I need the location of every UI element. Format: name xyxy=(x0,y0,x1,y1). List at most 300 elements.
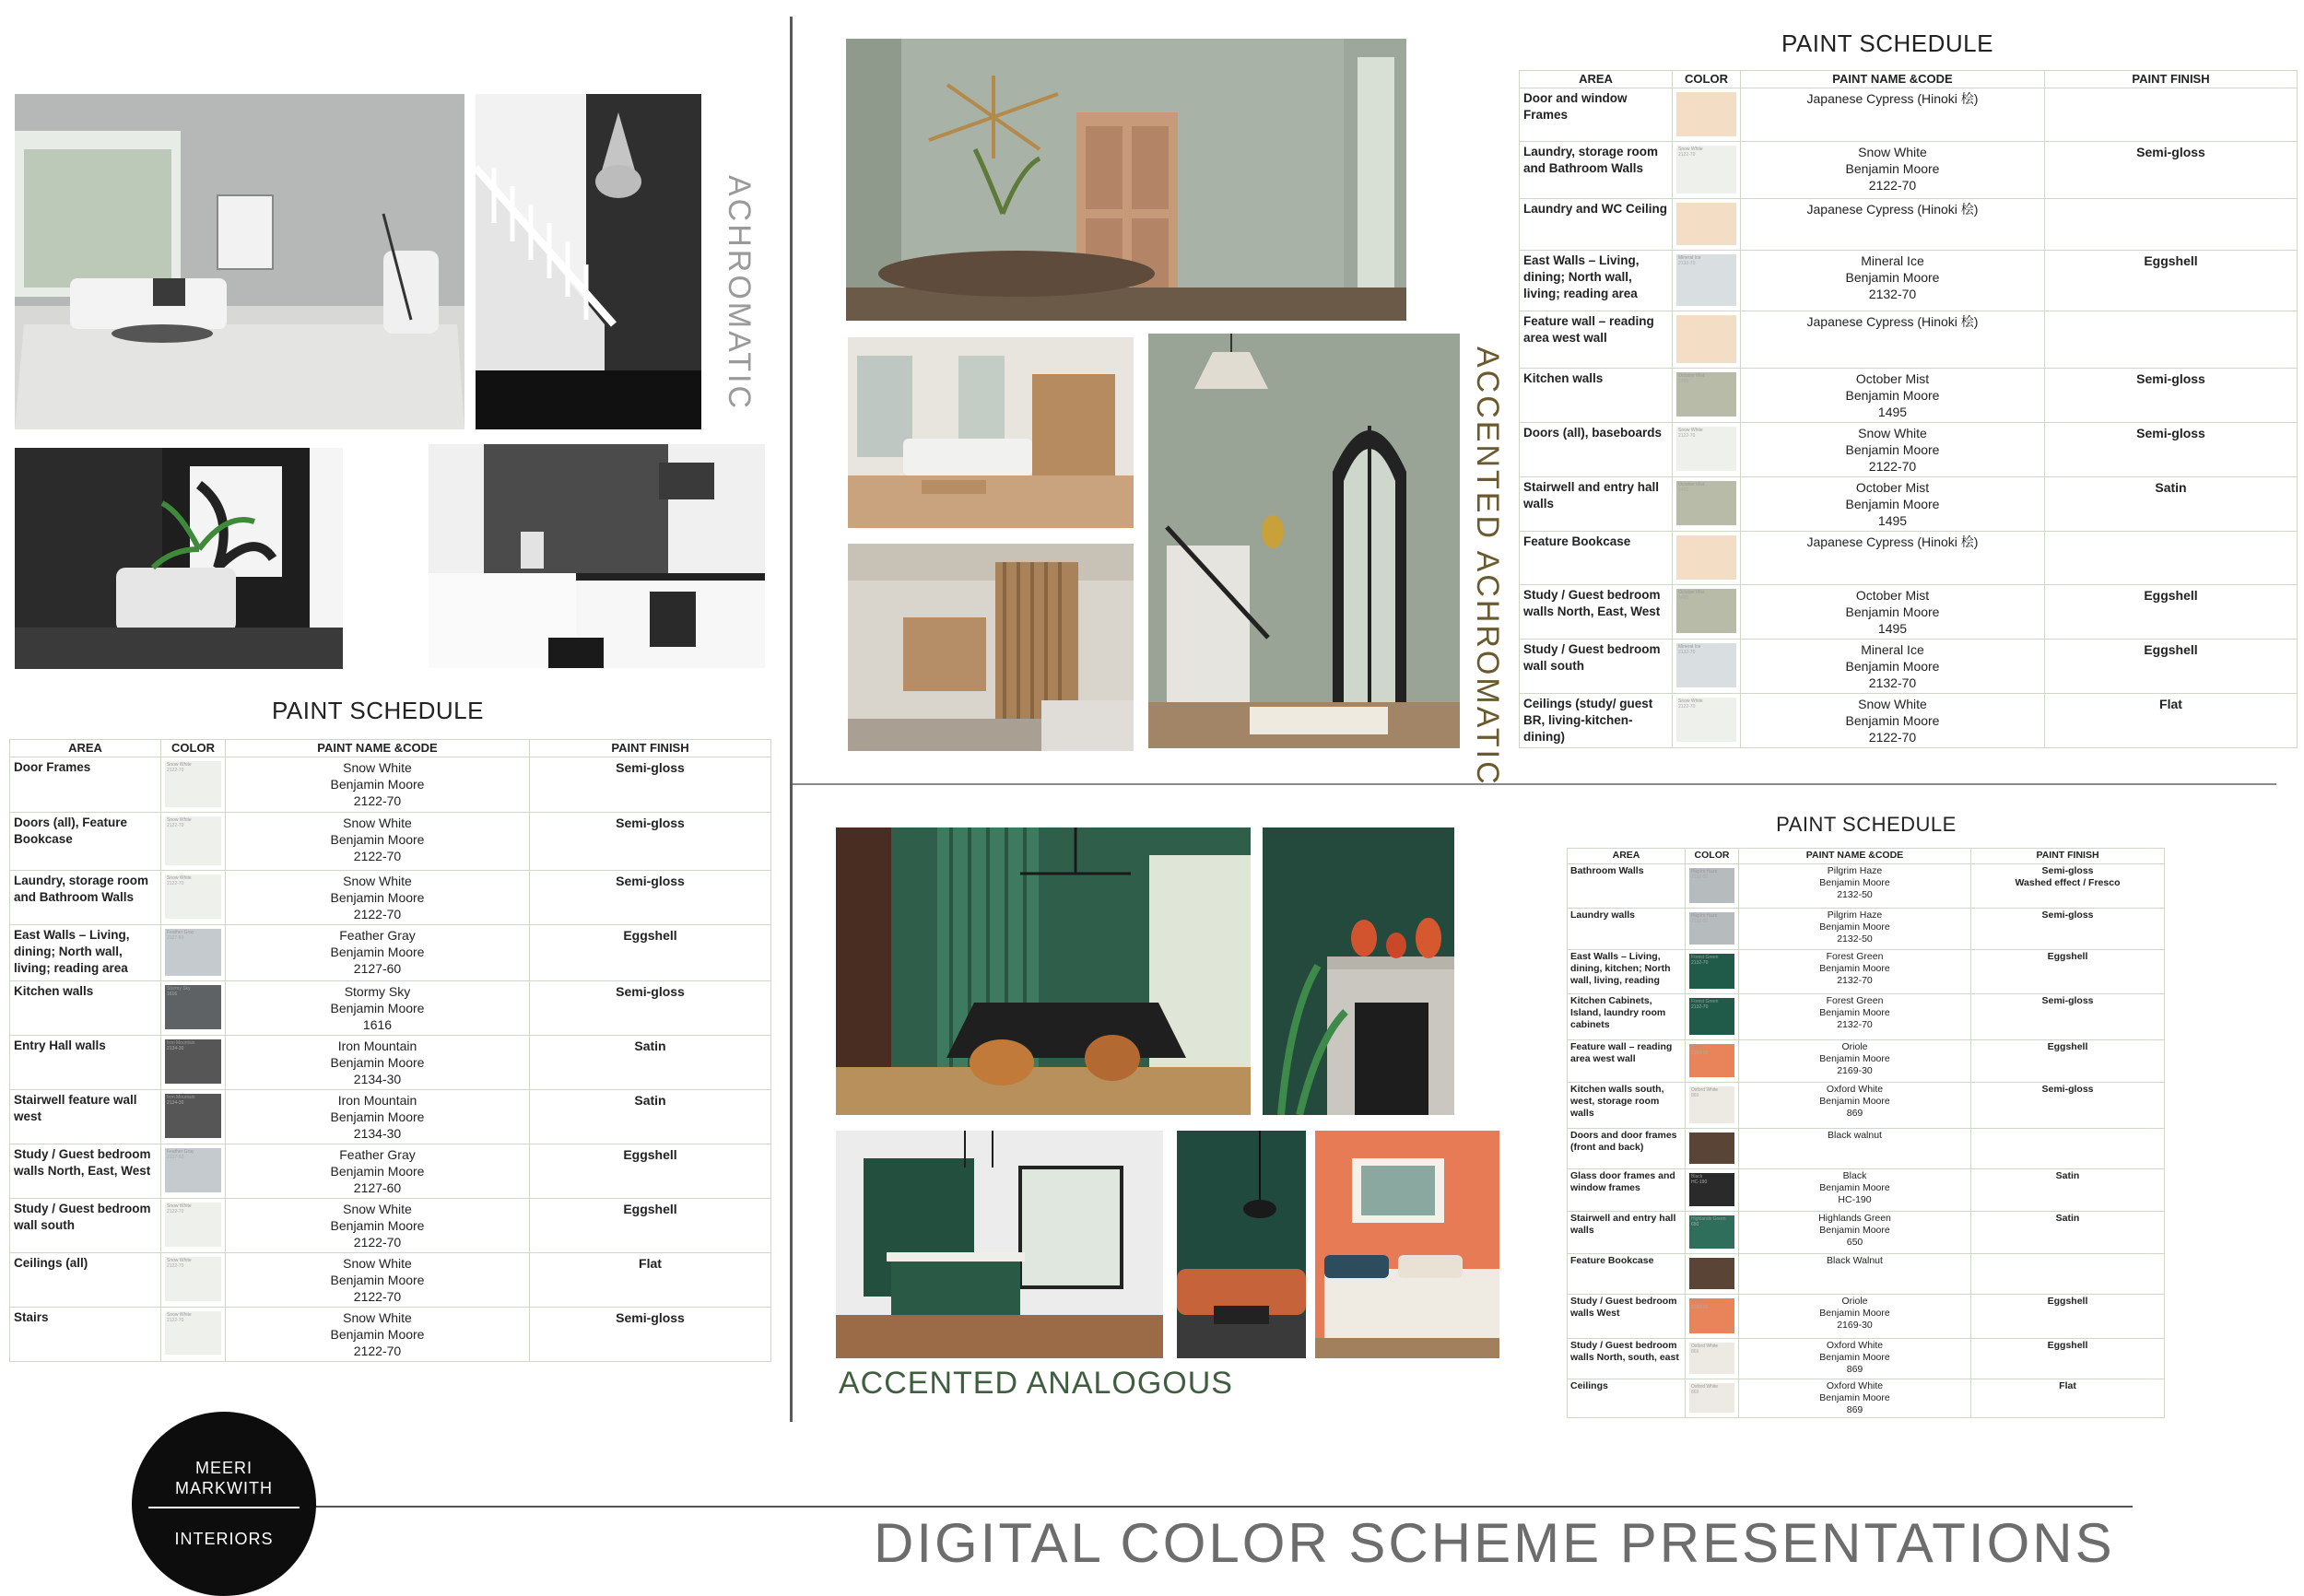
header-color: COLOR xyxy=(1673,71,1741,88)
swatch-label: Oxford White xyxy=(1691,1344,1719,1349)
swatch-label: Oxford White xyxy=(1691,1087,1719,1093)
table-row xyxy=(1520,199,2298,251)
color-cell xyxy=(1686,1083,1739,1129)
paint-name-cell xyxy=(1741,477,2045,532)
table-header-row xyxy=(10,740,771,757)
color-swatch xyxy=(165,1311,221,1355)
swatch-label: Oriole xyxy=(1691,1299,1704,1305)
paint-name-cell xyxy=(226,1308,530,1362)
horizontal-divider xyxy=(793,783,2276,785)
paint-name-cell xyxy=(1739,1212,1971,1254)
area-cell: Kitchen walls south, west, storage room walls xyxy=(1568,1083,1686,1129)
area-cell: Kitchen walls xyxy=(10,981,161,1036)
swatch-label: Snow White xyxy=(167,817,192,823)
swatch-label: Snow White xyxy=(1678,147,1703,152)
paint-name-line: Benjamin Moore xyxy=(1819,1182,1890,1193)
paint-name-line: 2169-30 xyxy=(1837,1065,1873,1076)
paint-name-line: Snow White xyxy=(1858,145,1927,159)
paint-name-line: Feather Gray xyxy=(339,928,416,943)
swatch-code: HC-190 xyxy=(1691,1179,1708,1185)
paint-name-line: 2134-30 xyxy=(353,1126,402,1141)
table-row xyxy=(1520,532,2298,585)
color-swatch xyxy=(1689,1383,1734,1413)
paint-name-line: Japanese Cypress (Hinoki 桧) xyxy=(1806,91,1979,106)
color-swatch xyxy=(165,1148,221,1192)
paint-name-cell xyxy=(1741,640,2045,694)
paint-finish-cell: Eggshell xyxy=(530,925,771,981)
color-cell xyxy=(1673,199,1741,251)
paint-name-line: Snow White xyxy=(343,1202,412,1216)
paint-name-line: 1616 xyxy=(362,1017,393,1032)
swatch-code: 2122-70 xyxy=(167,823,184,828)
paint-finish-cell: Semi-gloss xyxy=(1971,1083,2165,1129)
paint-name-line: Benjamin Moore xyxy=(1845,659,1940,674)
paint-name-line: Benjamin Moore xyxy=(1819,1096,1890,1107)
color-swatch xyxy=(165,1203,221,1247)
paint-name-line: 2132-50 xyxy=(1837,933,1873,945)
paint-name-line: Benjamin Moore xyxy=(1819,1007,1890,1018)
paint-name-line: Benjamin Moore xyxy=(330,1164,425,1179)
table-row xyxy=(1520,88,2298,142)
paint-finish-cell: Satin xyxy=(1971,1169,2165,1212)
color-cell xyxy=(1673,311,1741,369)
swatch-label: Mineral Ice xyxy=(1678,644,1701,650)
paint-finish-cell: Semi-gloss xyxy=(2045,423,2298,477)
paint-finish-cell: Satin xyxy=(2045,477,2298,532)
color-swatch xyxy=(1676,427,1736,471)
color-cell xyxy=(1686,864,1739,909)
paint-name-line: 2122-70 xyxy=(353,1235,402,1250)
paint-finish-cell xyxy=(2045,88,2298,142)
swatch-code: 2122-70 xyxy=(1678,152,1696,158)
paint-name-cell xyxy=(226,813,530,871)
color-swatch xyxy=(1676,589,1736,633)
color-swatch xyxy=(1689,912,1734,945)
color-cell xyxy=(1686,1040,1739,1083)
color-cell xyxy=(1673,694,1741,748)
paint-finish-cell: Eggshell xyxy=(1971,1295,2165,1339)
paint-finish-cell: Semi-gloss xyxy=(1971,909,2165,950)
swatch-code: 2132-50 xyxy=(1691,919,1709,924)
swatch-code: 869 xyxy=(1691,1093,1699,1098)
swatch-code: 2132-70 xyxy=(1678,650,1696,655)
paint-name-line: 2122-70 xyxy=(1868,730,1917,745)
area-cell: Ceilings xyxy=(1568,1379,1686,1418)
paint-name-line: Snow White xyxy=(343,760,412,775)
paint-name-line: Black walnut xyxy=(1828,1130,1882,1141)
coral-bedroom-photo xyxy=(1315,1131,1499,1358)
paint-finish-cell: Semi-gloss xyxy=(1971,994,2165,1040)
area-cell: Entry Hall walls xyxy=(10,1036,161,1090)
paint-name-line: Pilgrim Haze xyxy=(1827,865,1883,876)
paint-name-line: Benjamin Moore xyxy=(1819,877,1890,888)
paint-name-line: Benjamin Moore xyxy=(330,1327,425,1342)
color-cell xyxy=(1686,1254,1739,1295)
color-swatch xyxy=(1689,954,1734,989)
swatch-code: 2122-70 xyxy=(1678,433,1696,439)
swatch-label: Mineral Ice xyxy=(1678,255,1701,261)
paint-name-line: 869 xyxy=(1846,1404,1863,1415)
swatch-code: 2132-70 xyxy=(1691,1004,1709,1010)
paint-name-line: 2132-70 xyxy=(1868,675,1917,690)
area-cell: East Walls – Living, dining; North wall, living; reading area xyxy=(1520,251,1673,311)
footer-rule xyxy=(313,1506,2133,1508)
paint-name-line: Snow White xyxy=(343,874,412,888)
paint-name-line: 2134-30 xyxy=(353,1072,402,1086)
swatch-label: Snow White xyxy=(167,762,192,768)
color-cell xyxy=(161,1144,226,1199)
area-cell: Study / Guest bedroom walls North, East, West xyxy=(10,1144,161,1199)
swatch-code: 1495 xyxy=(1678,379,1689,384)
color-cell xyxy=(161,1199,226,1253)
accented-analogous-schedule-title: PAINT SCHEDULE xyxy=(1776,813,1957,836)
area-cell: Door and window Frames xyxy=(1520,88,1673,142)
area-cell: Feature Bookcase xyxy=(1568,1254,1686,1295)
paint-name-line: Benjamin Moore xyxy=(330,1273,425,1287)
paint-name-line: HC-190 xyxy=(1838,1194,1872,1205)
paint-name-cell xyxy=(1741,142,2045,199)
paint-name-line: 1495 xyxy=(1877,405,1908,419)
paint-finish-cell xyxy=(2045,311,2298,369)
area-cell: Feature Bookcase xyxy=(1520,532,1673,585)
color-swatch xyxy=(1676,254,1736,306)
paint-name-line: Benjamin Moore xyxy=(330,832,425,847)
header-color: COLOR xyxy=(1686,849,1739,864)
swatch-label: Snow White xyxy=(167,875,192,881)
table-row xyxy=(10,1036,771,1090)
color-swatch xyxy=(1689,1086,1734,1123)
paint-name-line: Benjamin Moore xyxy=(1819,921,1890,933)
paint-name-line: Japanese Cypress (Hinoki 桧) xyxy=(1806,534,1979,549)
paint-finish-cell: Flat xyxy=(530,1253,771,1308)
paint-name-cell xyxy=(1741,369,2045,423)
paint-name-line: Snow White xyxy=(343,1256,412,1271)
paint-name-line: Benjamin Moore xyxy=(1819,963,1890,974)
color-cell xyxy=(1686,1129,1739,1169)
color-cell xyxy=(1686,994,1739,1040)
area-cell: Glass door frames and window frames xyxy=(1568,1169,1686,1212)
color-cell xyxy=(1673,585,1741,640)
area-cell: Stairs xyxy=(10,1308,161,1362)
table-row xyxy=(1568,1083,2165,1129)
area-cell: Study / Guest bedroom wall south xyxy=(10,1199,161,1253)
paint-name-cell xyxy=(1739,864,1971,909)
paint-name-line: Benjamin Moore xyxy=(330,945,425,959)
paint-name-line: Feather Gray xyxy=(339,1147,416,1162)
paint-name-line: Benjamin Moore xyxy=(1819,1308,1890,1319)
swatch-code: 2122-70 xyxy=(167,768,184,773)
paint-finish-cell xyxy=(2045,532,2298,585)
color-cell xyxy=(161,1090,226,1144)
color-swatch xyxy=(1676,481,1736,525)
paint-name-line: Benjamin Moore xyxy=(330,1109,425,1124)
color-swatch xyxy=(1689,1215,1734,1249)
area-cell: Stairwell and entry hall walls xyxy=(1520,477,1673,532)
paint-name-cell xyxy=(1741,585,2045,640)
color-swatch xyxy=(1676,372,1736,417)
paint-name-line: 1495 xyxy=(1877,513,1908,528)
paint-name-cell xyxy=(1741,199,2045,251)
paint-name-line: October Mist xyxy=(1855,480,1930,495)
swatch-code: 2169-30 xyxy=(1691,1305,1709,1310)
area-cell: Study / Guest bedroom walls North, East, West xyxy=(1520,585,1673,640)
area-cell: Stairwell and entry hall walls xyxy=(1568,1212,1686,1254)
paint-name-cell xyxy=(1741,532,2045,585)
color-swatch xyxy=(165,929,221,976)
paint-name-cell xyxy=(1741,88,2045,142)
swatch-code: 2127-60 xyxy=(167,1155,184,1160)
paint-name-line: 2169-30 xyxy=(1837,1320,1873,1331)
table-row xyxy=(1568,909,2165,950)
paint-name-cell xyxy=(226,871,530,925)
header-paint-name: PAINT NAME &CODE xyxy=(226,740,530,757)
gray-kitchen-photo xyxy=(429,444,765,668)
area-cell: Ceilings (study/ guest BR, living-kitchen-dining) xyxy=(1520,694,1673,748)
paint-name-line: Benjamin Moore xyxy=(1819,1352,1890,1363)
color-swatch xyxy=(1689,868,1734,903)
color-swatch xyxy=(1676,203,1736,245)
color-swatch xyxy=(1689,1044,1734,1077)
studio-logo xyxy=(132,1412,316,1596)
swatch-code: 2122-70 xyxy=(1678,704,1696,710)
swatch-code: 2134-30 xyxy=(167,1046,184,1051)
area-cell: Doors (all), Feature Bookcase xyxy=(10,813,161,871)
paint-name-line: 2122-70 xyxy=(353,1289,402,1304)
paint-name-cell xyxy=(1739,950,1971,994)
paint-name-line: 2132-50 xyxy=(1837,889,1873,900)
color-cell xyxy=(1673,477,1741,532)
table-row xyxy=(1520,477,2298,532)
paint-name-line: October Mist xyxy=(1855,371,1930,386)
table-row xyxy=(1520,423,2298,477)
table-header-row xyxy=(1568,849,2165,864)
paint-name-line: Benjamin Moore xyxy=(330,1001,425,1015)
swatch-label: Snow White xyxy=(167,1312,192,1318)
color-cell xyxy=(1686,950,1739,994)
swatch-code: 1495 xyxy=(1678,595,1689,601)
logo-line-2: MARKWITH xyxy=(175,1479,273,1497)
paint-name-line: Benjamin Moore xyxy=(1845,161,1940,176)
color-swatch xyxy=(165,761,221,807)
table-row xyxy=(10,1253,771,1308)
paint-name-cell xyxy=(226,1144,530,1199)
color-cell xyxy=(1673,251,1741,311)
color-cell xyxy=(1686,1339,1739,1379)
color-cell xyxy=(1673,369,1741,423)
accented-achromatic-schedule-title: PAINT SCHEDULE xyxy=(1781,29,1993,57)
paint-name-cell xyxy=(1739,909,1971,950)
swatch-label: Stormy Sky xyxy=(167,986,191,992)
paint-name-line: 650 xyxy=(1846,1237,1863,1248)
area-cell: Bathroom Walls xyxy=(1568,864,1686,909)
swatch-label: Pilgrim Haze xyxy=(1691,869,1718,874)
paint-name-line: Snow White xyxy=(1858,697,1927,711)
table-row xyxy=(10,1144,771,1199)
swatch-label: Black xyxy=(1691,1174,1703,1179)
paint-finish-cell: Satin xyxy=(530,1090,771,1144)
area-cell: East Walls – Living, dining; North wall, living; reading area xyxy=(10,925,161,981)
swatch-code: 2132-50 xyxy=(1691,874,1709,880)
paint-name-cell xyxy=(1739,1295,1971,1339)
area-cell: Doors (all), baseboards xyxy=(1520,423,1673,477)
color-swatch xyxy=(1676,698,1736,742)
swatch-code: 1616 xyxy=(167,992,178,997)
accented-analogous-paint-schedule xyxy=(1567,848,2165,1418)
swatch-label: Forest Green xyxy=(1691,955,1719,960)
accented-analogous-label: ACCENTED ANALOGOUS xyxy=(839,1366,1233,1401)
color-swatch xyxy=(165,1094,221,1138)
accented-achromatic-paint-schedule xyxy=(1519,70,2298,748)
swatch-label: October Mist xyxy=(1678,590,1705,595)
paint-name-line: Snow White xyxy=(1858,426,1927,440)
color-cell xyxy=(161,757,226,813)
swatch-label: Oriole xyxy=(1691,1045,1704,1050)
table-row xyxy=(1520,251,2298,311)
paint-name-line: Oriole xyxy=(1841,1296,1868,1307)
color-swatch xyxy=(1689,1173,1734,1206)
color-swatch xyxy=(165,816,221,865)
paint-name-line: Oxford White xyxy=(1826,1340,1884,1351)
table-row xyxy=(1568,1040,2165,1083)
header-area: AREA xyxy=(10,740,161,757)
table-row xyxy=(10,1199,771,1253)
table-row xyxy=(1520,585,2298,640)
paint-name-cell xyxy=(1739,1254,1971,1295)
living-room-photo xyxy=(15,94,464,429)
color-cell xyxy=(161,1253,226,1308)
paint-name-line: Black xyxy=(1842,1170,1867,1181)
header-paint-name: PAINT NAME &CODE xyxy=(1741,71,2045,88)
paint-name-line: Iron Mountain xyxy=(337,1039,417,1053)
black-wall-living-photo xyxy=(15,448,343,669)
paint-name-line: Pilgrim Haze xyxy=(1827,909,1883,921)
paint-finish-cell xyxy=(2045,199,2298,251)
color-cell xyxy=(1673,88,1741,142)
paint-finish-cell: Semi-gloss xyxy=(2045,142,2298,199)
header-paint-name: PAINT NAME &CODE xyxy=(1739,849,1971,864)
paint-name-cell xyxy=(226,1253,530,1308)
paint-name-line: Benjamin Moore xyxy=(330,890,425,905)
table-row xyxy=(10,1090,771,1144)
paint-finish-cell: Eggshell xyxy=(1971,1040,2165,1083)
color-swatch xyxy=(1676,92,1736,136)
achromatic-schedule-title: PAINT SCHEDULE xyxy=(272,697,484,724)
paint-name-cell xyxy=(226,981,530,1036)
color-swatch xyxy=(1689,998,1734,1035)
color-cell xyxy=(1686,1212,1739,1254)
table-row xyxy=(1568,1129,2165,1169)
paint-name-line: Iron Mountain xyxy=(337,1093,417,1108)
area-cell: Study / Guest bedroom walls West xyxy=(1568,1295,1686,1339)
swatch-label: Highlands Green xyxy=(1691,1216,1726,1222)
paint-finish-cell: Semi-gloss xyxy=(530,757,771,813)
table-row xyxy=(1568,1169,2165,1212)
paint-name-line: 2122-70 xyxy=(1868,178,1917,193)
paint-name-line: Stormy Sky xyxy=(344,984,411,999)
table-row xyxy=(10,757,771,813)
color-cell xyxy=(1673,640,1741,694)
color-cell xyxy=(1686,1379,1739,1418)
logo-line-3: INTERIORS xyxy=(174,1530,274,1548)
color-swatch xyxy=(1689,1132,1734,1164)
swatch-label: Snow White xyxy=(167,1258,192,1263)
color-cell xyxy=(161,871,226,925)
paint-name-line: Benjamin Moore xyxy=(1845,713,1940,728)
paint-name-line: 2122-70 xyxy=(1868,459,1917,474)
paint-name-line: Benjamin Moore xyxy=(1819,1225,1890,1236)
color-swatch xyxy=(1689,1258,1734,1289)
paint-finish-cell: Flat xyxy=(1971,1379,2165,1418)
table-row xyxy=(10,1308,771,1362)
area-cell: Door Frames xyxy=(10,757,161,813)
paint-name-cell xyxy=(1741,423,2045,477)
paint-name-cell xyxy=(226,1036,530,1090)
area-cell: Study / Guest bedroom wall south xyxy=(1520,640,1673,694)
paint-name-line: Benjamin Moore xyxy=(1845,270,1940,285)
swatch-code: 1495 xyxy=(1678,487,1689,493)
color-cell xyxy=(161,1036,226,1090)
area-cell: Doors and door frames (front and back) xyxy=(1568,1129,1686,1169)
green-dining-room-photo xyxy=(836,827,1251,1115)
swatch-label: October Mist xyxy=(1678,482,1705,487)
paint-name-line: 2122-70 xyxy=(353,1344,402,1358)
color-swatch xyxy=(165,1039,221,1084)
vertical-divider xyxy=(790,17,793,1422)
area-cell: Stairwell feature wall west xyxy=(10,1090,161,1144)
green-kitchen-photo xyxy=(836,1131,1163,1358)
paint-name-line: Highlands Green xyxy=(1818,1213,1891,1224)
paint-finish-cell: Semi-gloss xyxy=(530,813,771,871)
table-row xyxy=(1568,1339,2165,1379)
color-swatch xyxy=(1676,535,1736,580)
table-row xyxy=(1568,1295,2165,1339)
paint-name-line: 2127-60 xyxy=(353,961,402,976)
color-cell xyxy=(1686,909,1739,950)
paint-name-cell xyxy=(1739,1339,1971,1379)
table-row xyxy=(1520,311,2298,369)
color-swatch xyxy=(1676,315,1736,363)
color-cell xyxy=(161,1308,226,1362)
logo-divider xyxy=(148,1507,300,1508)
swatch-code: 2122-70 xyxy=(167,881,184,886)
paint-finish-cell: Semi-gloss xyxy=(530,871,771,925)
table-row xyxy=(10,981,771,1036)
header-paint-finish: PAINT FINISH xyxy=(2045,71,2298,88)
area-cell: Feature wall – reading area west wall xyxy=(1520,311,1673,369)
table-row xyxy=(10,871,771,925)
paint-finish-cell: Eggshell xyxy=(2045,251,2298,311)
color-cell xyxy=(1686,1169,1739,1212)
paint-name-line: Benjamin Moore xyxy=(1845,442,1940,457)
paint-finish-cell: Eggshell xyxy=(2045,585,2298,640)
paint-name-line: Benjamin Moore xyxy=(330,1055,425,1070)
paint-name-line: Benjamin Moore xyxy=(330,777,425,792)
table-row xyxy=(1568,1254,2165,1295)
table-row xyxy=(1568,1212,2165,1254)
paint-name-line: Japanese Cypress (Hinoki 桧) xyxy=(1806,202,1979,217)
swatch-code: 650 xyxy=(1691,1222,1699,1227)
header-area: AREA xyxy=(1520,71,1673,88)
achromatic-label: ACHROMATIC xyxy=(722,175,757,412)
area-cell: Kitchen walls xyxy=(1520,369,1673,423)
paint-finish-cell: Flat xyxy=(2045,694,2298,748)
table-row xyxy=(1568,864,2165,909)
paint-name-cell xyxy=(1741,311,2045,369)
swatch-code: 2122-70 xyxy=(167,1263,184,1269)
table-row xyxy=(10,813,771,871)
paint-name-cell xyxy=(1739,1129,1971,1169)
header-area: AREA xyxy=(1568,849,1686,864)
